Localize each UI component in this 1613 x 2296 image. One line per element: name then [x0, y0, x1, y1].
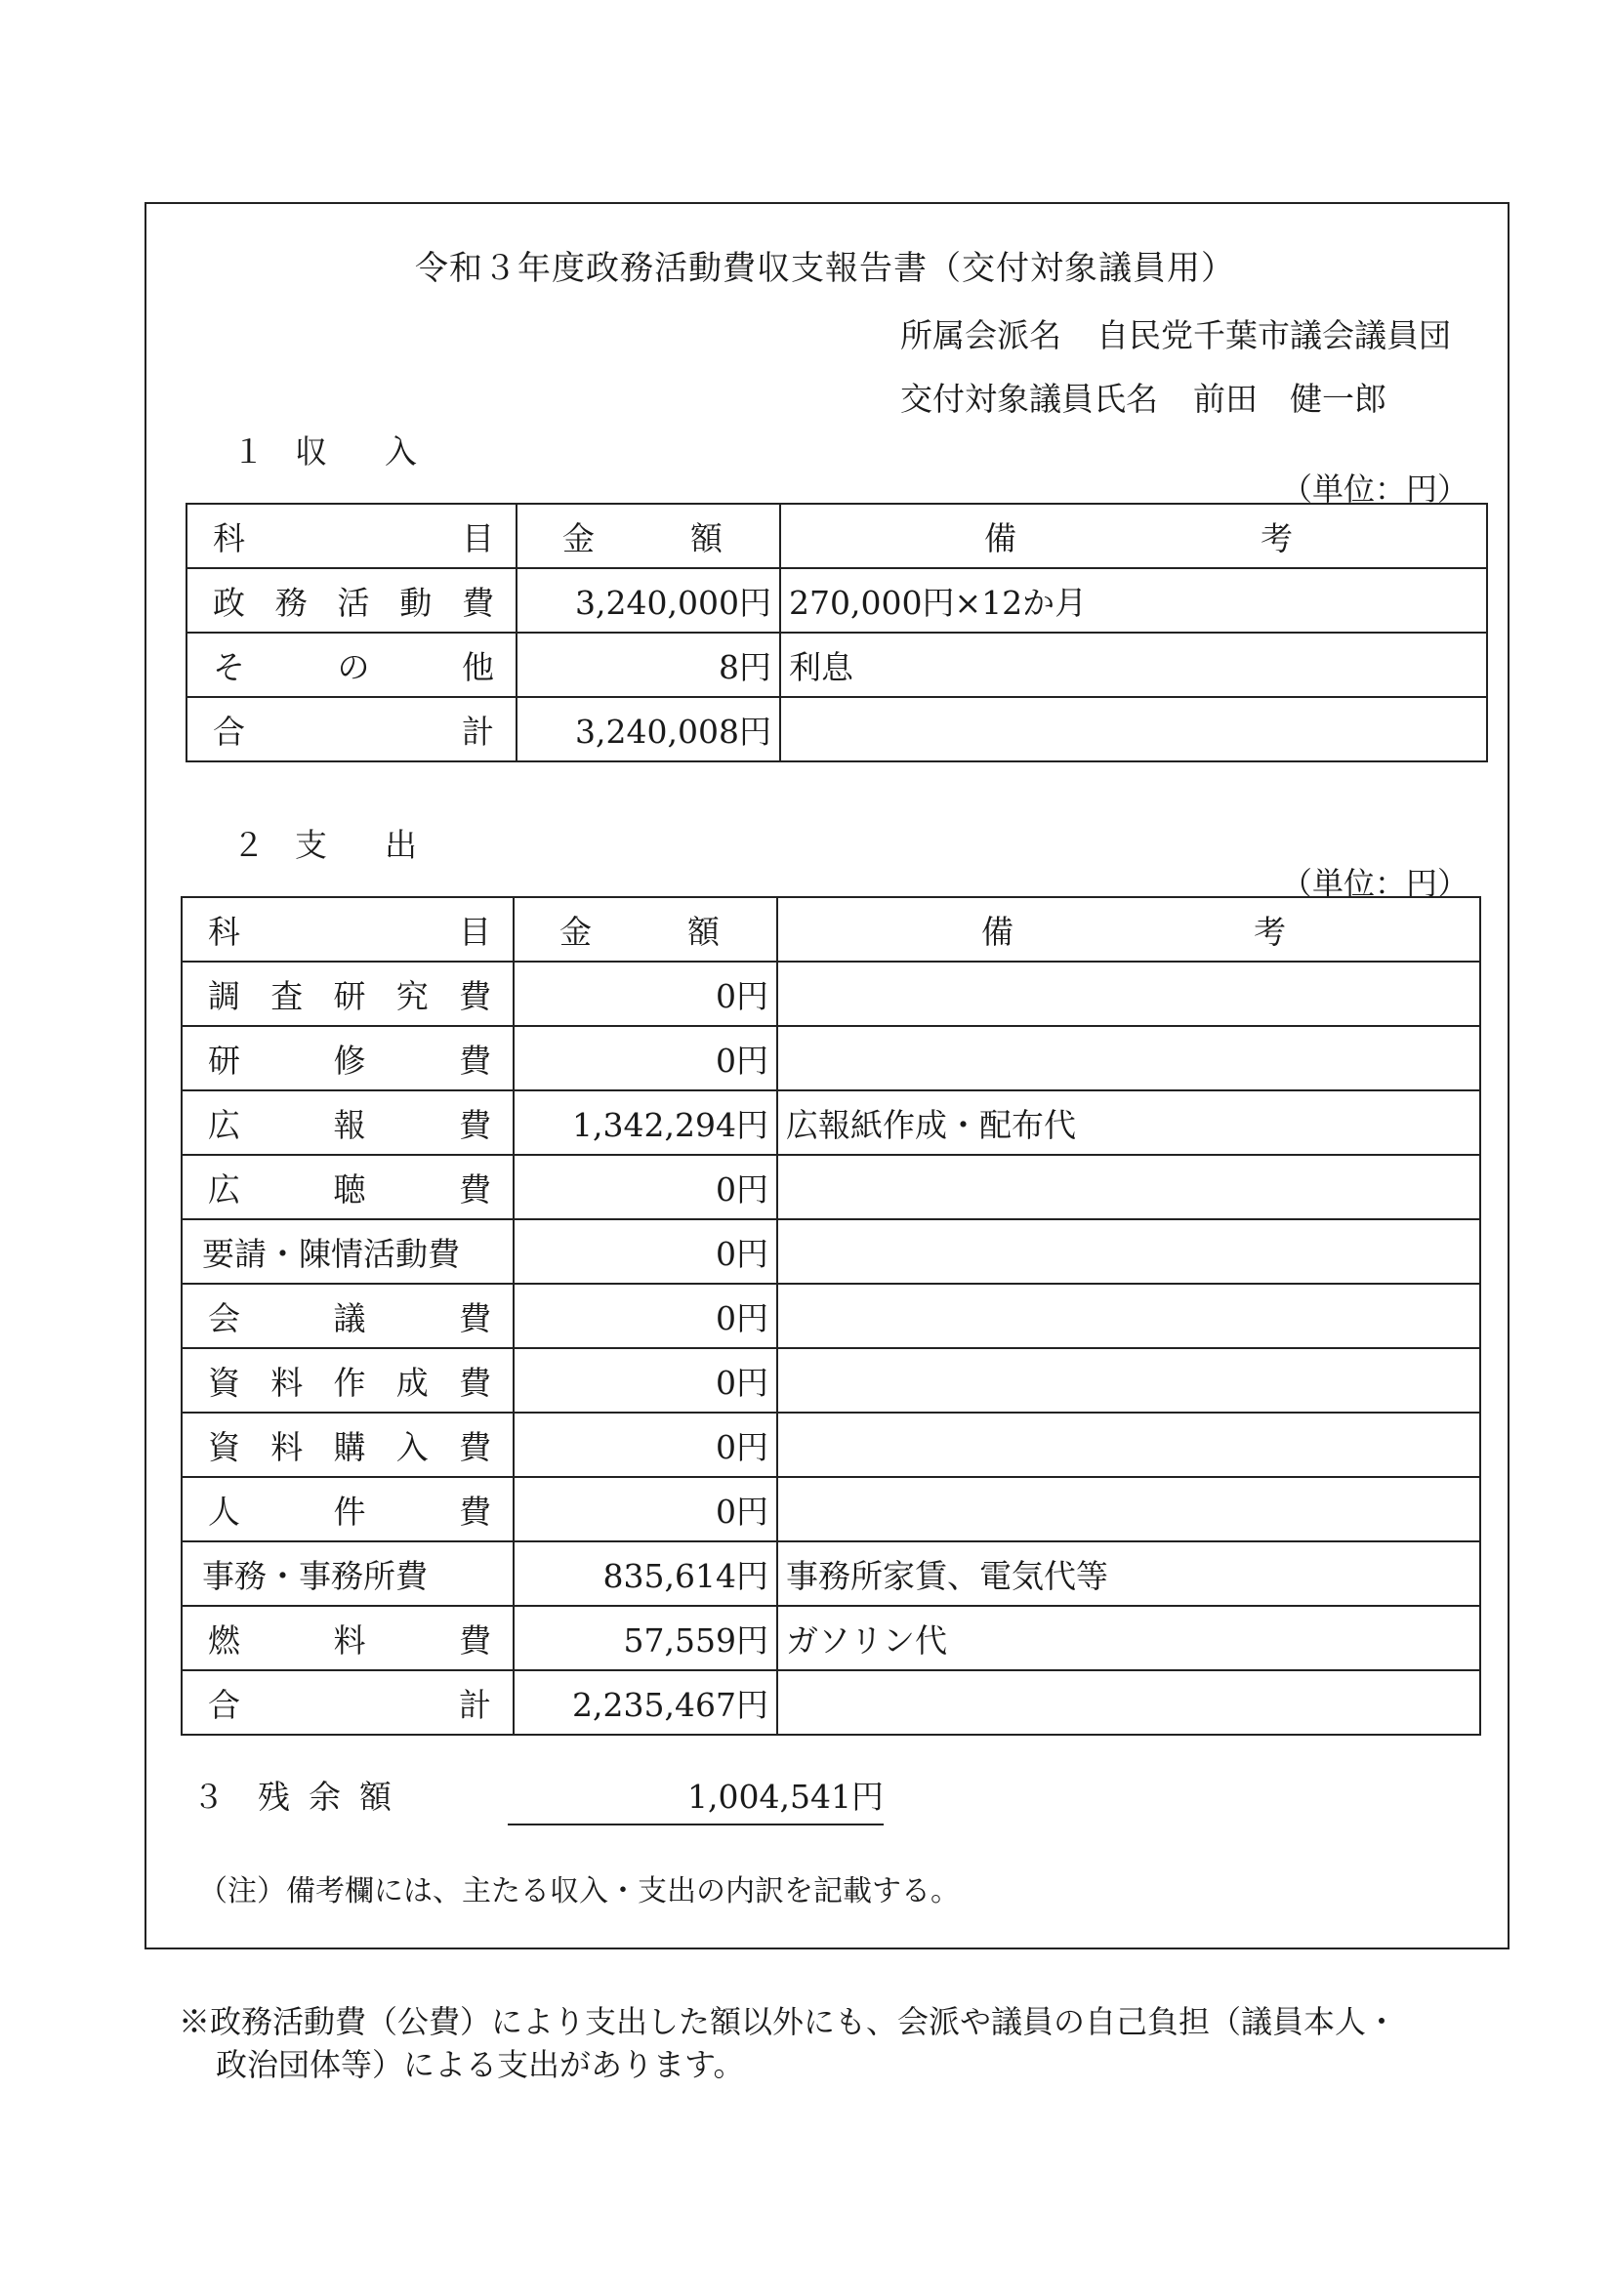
row-subject-char: 務	[274, 583, 308, 622]
row-subject	[182, 1606, 514, 1670]
row-remarks: 広報紙作成・配布代	[777, 1090, 1480, 1155]
table-row	[182, 1541, 1480, 1606]
row-subject-char: 入	[395, 1427, 429, 1466]
row-amount: 0円	[514, 1477, 777, 1541]
report-title: 令和３年度政務活動費収支報告書（交付対象議員用）	[415, 249, 1235, 288]
row-subject-char: 議	[333, 1298, 366, 1337]
row-subject-char: 料	[270, 1427, 304, 1466]
header-remarks-spread	[789, 513, 1478, 559]
remaining-value: 1,004,541円	[508, 1772, 884, 1825]
row-subject	[182, 1413, 514, 1477]
row-subject-char: 費	[459, 1105, 491, 1144]
row-subject-spread	[195, 707, 508, 753]
row-subject-char: 広	[208, 1169, 240, 1209]
header-subject-char: 目	[459, 912, 491, 951]
header-amount-spread	[522, 907, 768, 953]
row-subject	[182, 1541, 514, 1606]
header-remarks-char: 備	[981, 912, 1013, 951]
row-amount: 3,240,000円	[517, 568, 780, 633]
faction-value: 自民党千葉市議会議員団	[1096, 316, 1451, 354]
row-subject-char: 費	[459, 1492, 491, 1531]
row-amount: 0円	[514, 962, 777, 1026]
header-remarks-char: 考	[1254, 912, 1286, 951]
table-row	[182, 1606, 1480, 1670]
row-subject-text: 要請・陳情活動費	[202, 1234, 460, 1273]
row-amount: 57,559円	[514, 1606, 777, 1670]
table-row	[182, 1219, 1480, 1284]
row-subject-char: 合	[208, 1685, 240, 1724]
row-subject	[182, 1219, 514, 1284]
row-subject-char: 活	[337, 583, 370, 622]
remaining-label-char: 額	[359, 1778, 392, 1816]
row-remarks	[780, 697, 1487, 761]
header-amount-char: 金	[562, 518, 595, 557]
row-remarks	[777, 1026, 1480, 1090]
row-subject-char: 費	[459, 1041, 491, 1080]
row-remarks: ガソリン代	[777, 1606, 1480, 1670]
row-subject-char: 費	[459, 1620, 491, 1660]
row-subject-char: 聴	[333, 1169, 366, 1209]
row-subject-spread	[195, 642, 508, 688]
row-subject-char: 計	[459, 1685, 491, 1724]
expense-table	[181, 896, 1481, 1736]
row-amount: 3,240,008円	[517, 697, 780, 761]
remaining-label	[192, 1772, 392, 1818]
row-subject-spread	[190, 1100, 505, 1146]
table-row	[182, 962, 1480, 1026]
row-remarks: 事務所家賃、電気代等	[777, 1541, 1480, 1606]
row-subject-char: 費	[459, 1363, 491, 1402]
income-num: １	[232, 432, 265, 471]
row-subject-char: 調	[208, 976, 240, 1015]
table-row	[182, 1026, 1480, 1090]
row-subject-char: そ	[213, 647, 245, 686]
header-amount	[514, 897, 777, 962]
row-subject-spread	[190, 1680, 505, 1726]
row-subject-char: 費	[459, 976, 491, 1015]
row-subject-spread	[195, 578, 508, 624]
table-row	[186, 633, 1487, 697]
row-remarks	[777, 1413, 1480, 1477]
row-subject-char: 報	[333, 1105, 366, 1144]
faction-line	[900, 310, 1451, 356]
row-amount: 0円	[514, 1284, 777, 1348]
header-subject-spread	[195, 513, 508, 559]
row-subject	[182, 1477, 514, 1541]
row-subject-char: 査	[270, 976, 304, 1015]
header-subject	[186, 504, 517, 568]
header-remarks-char: 備	[984, 518, 1016, 557]
row-subject-char: 資	[208, 1363, 240, 1402]
row-subject-char: 購	[333, 1427, 366, 1466]
row-amount: 0円	[514, 1219, 777, 1284]
row-subject-char: 動	[399, 583, 433, 622]
row-subject-char: 料	[270, 1363, 304, 1402]
row-subject	[182, 1026, 514, 1090]
member-line	[900, 374, 1386, 420]
row-subject-spread	[190, 1487, 505, 1533]
table-row	[186, 697, 1487, 761]
header-remarks	[777, 897, 1480, 962]
row-subject-char: 成	[395, 1363, 429, 1402]
header-amount-char: 額	[687, 912, 720, 951]
row-subject	[182, 1155, 514, 1219]
row-subject-char: 究	[395, 976, 429, 1015]
row-subject-spread	[190, 1616, 505, 1661]
row-subject-spread	[190, 1036, 505, 1082]
header-subject-char: 科	[208, 912, 240, 951]
header-subject-char: 目	[462, 518, 494, 557]
footnote-line-2: 政治団体等）による支出があります。	[216, 2046, 745, 2083]
expense-unit: （単位：円）	[1281, 865, 1469, 902]
row-amount: 2,235,467円	[514, 1670, 777, 1735]
remaining-label-char: 残	[258, 1778, 290, 1816]
row-amount: 0円	[514, 1348, 777, 1413]
expense-num: ２	[232, 826, 265, 864]
row-remarks	[777, 1284, 1480, 1348]
row-subject-spread	[190, 1293, 505, 1339]
row-subject	[186, 568, 517, 633]
income-heading-char: 入	[385, 432, 417, 471]
row-subject	[182, 1090, 514, 1155]
header-amount-char: 金	[559, 912, 592, 951]
row-subject	[182, 1670, 514, 1735]
header-remarks	[780, 504, 1487, 568]
row-remarks	[777, 1477, 1480, 1541]
row-subject-char: 人	[208, 1492, 240, 1531]
member-value: 前田 健一郎	[1193, 380, 1386, 418]
row-subject-text: 事務・事務所費	[202, 1556, 428, 1595]
header-amount-spread	[525, 513, 771, 559]
row-amount: 0円	[514, 1155, 777, 1219]
row-subject-spread	[190, 1165, 505, 1210]
row-remarks: 利息	[780, 633, 1487, 697]
footnote	[179, 2000, 1487, 2086]
row-subject-char: 費	[462, 583, 494, 622]
row-remarks	[777, 962, 1480, 1026]
row-subject-char: 作	[333, 1363, 366, 1402]
row-subject-char: 会	[208, 1298, 240, 1337]
header-amount-char: 額	[690, 518, 723, 557]
row-subject-char: 研	[333, 976, 366, 1015]
income-unit: （単位：円）	[1281, 471, 1469, 508]
row-subject	[182, 1284, 514, 1348]
row-amount: 1,342,294円	[514, 1090, 777, 1155]
row-subject-char: 資	[208, 1427, 240, 1466]
row-subject-char: 件	[333, 1492, 366, 1531]
income-heading-char: 収	[295, 432, 327, 471]
row-subject-char: 政	[213, 583, 245, 622]
row-subject-char: 費	[459, 1298, 491, 1337]
row-amount: 0円	[514, 1026, 777, 1090]
row-subject-char: 費	[459, 1427, 491, 1466]
faction-label: 所属会派名	[900, 316, 1061, 354]
row-subject-spread	[190, 1422, 505, 1468]
footnote-line-1: ※政務活動費（公費）により支出した額以外にも、会派や議員の自己負担（議員本人・	[179, 2003, 1398, 2040]
row-subject	[186, 633, 517, 697]
row-subject	[186, 697, 517, 761]
table-row	[186, 568, 1487, 633]
header-row	[182, 897, 1480, 962]
row-subject-char: 修	[333, 1041, 366, 1080]
row-amount: 835,614円	[514, 1541, 777, 1606]
row-remarks	[777, 1219, 1480, 1284]
expense-heading	[232, 820, 475, 866]
row-subject	[182, 1348, 514, 1413]
row-subject-char: 広	[208, 1105, 240, 1144]
remarks-note: （注）備考欄には、主たる収入・支出の内訳を記載する。	[198, 1874, 960, 1908]
table-row	[182, 1090, 1480, 1155]
expense-heading-char: 支	[295, 826, 327, 864]
header-remarks-char: 考	[1261, 518, 1293, 557]
header-remarks-spread	[786, 907, 1471, 953]
header-subject-spread	[190, 907, 505, 953]
row-subject-char: 他	[462, 647, 494, 686]
header-row	[186, 504, 1487, 568]
row-amount: 8円	[517, 633, 780, 697]
row-remarks	[777, 1348, 1480, 1413]
income-heading	[232, 427, 475, 472]
header-subject	[182, 897, 514, 962]
table-row	[182, 1413, 1480, 1477]
table-row	[182, 1670, 1480, 1735]
row-remarks	[777, 1670, 1480, 1735]
income-table	[186, 503, 1488, 762]
row-subject-char: 費	[459, 1169, 491, 1209]
remaining-num: ３	[192, 1778, 225, 1816]
row-subject	[182, 962, 514, 1026]
row-subject-char: 燃	[208, 1620, 240, 1660]
header-subject-char: 科	[213, 518, 245, 557]
row-amount: 0円	[514, 1413, 777, 1477]
row-remarks: 270,000円×12か月	[780, 568, 1487, 633]
row-subject-char: 計	[462, 712, 494, 751]
row-subject-char: 研	[208, 1041, 240, 1080]
table-row	[182, 1348, 1480, 1413]
row-subject-char: 料	[333, 1620, 366, 1660]
table-row	[182, 1155, 1480, 1219]
row-subject-spread	[190, 1358, 505, 1404]
row-subject-spread	[190, 971, 505, 1017]
member-label: 交付対象議員氏名	[900, 380, 1158, 418]
row-remarks	[777, 1155, 1480, 1219]
header-amount	[517, 504, 780, 568]
remaining-label-char: 余	[309, 1778, 341, 1816]
row-subject-char: 合	[213, 712, 245, 751]
row-subject-char: の	[337, 647, 370, 686]
table-row	[182, 1284, 1480, 1348]
table-row	[182, 1477, 1480, 1541]
expense-heading-char: 出	[385, 826, 417, 864]
